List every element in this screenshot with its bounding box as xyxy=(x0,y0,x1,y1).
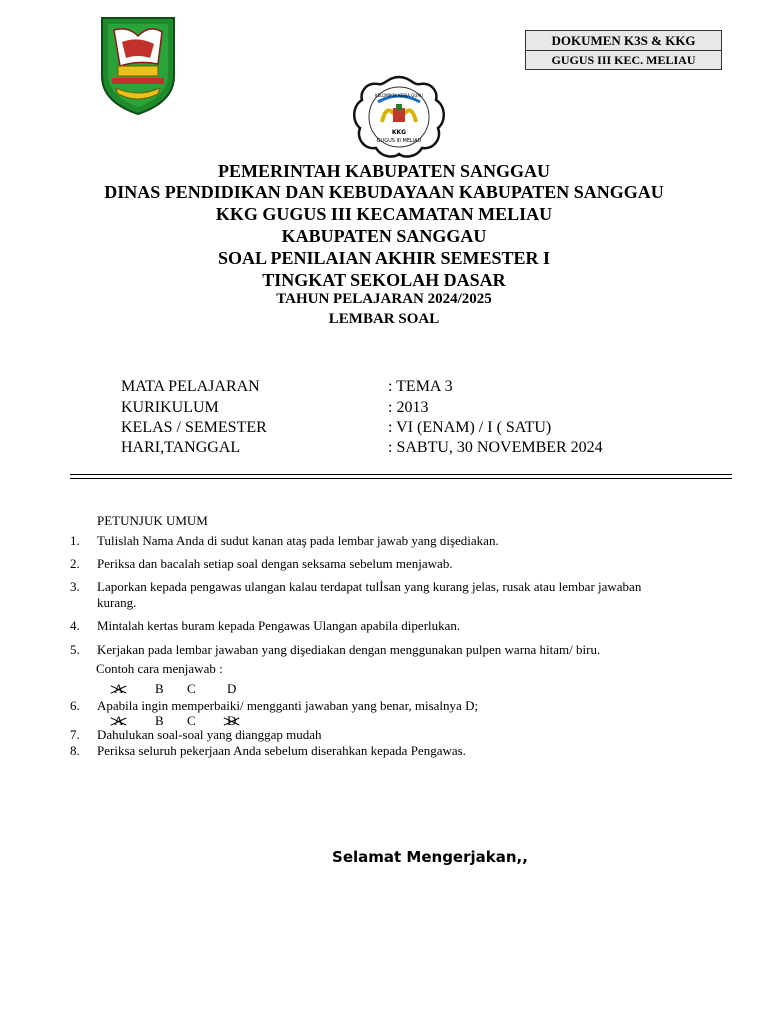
document-code-line2: GUGUS III KEC. MELIAU xyxy=(526,51,721,69)
item-number: 1. xyxy=(70,533,80,548)
choice-crossed: D xyxy=(227,713,237,728)
item-text: Tulislah Nama Anda di sudut kanan ataş pada lembar jawab yang dişediakan. xyxy=(97,533,499,548)
choice: B xyxy=(155,681,164,696)
example-choices xyxy=(0,681,768,697)
header-line-1: PEMERINTAH KABUPATEN SANGGAU xyxy=(217,161,550,181)
item-number: 7. xyxy=(70,727,80,742)
header-line-7: TAHUN PELAJARAN 2024/2025 xyxy=(276,291,492,307)
choice: C xyxy=(187,681,196,696)
item-text: Apabila ingin memperbaiki/ mengganti jawaban yang benar, misalnya D; xyxy=(97,698,479,713)
info-value: : VI (ENAM) / I ( SATU) xyxy=(388,419,552,436)
info-value: : TEMA 3 xyxy=(388,378,453,395)
info-label: KURIKULUM xyxy=(121,399,219,416)
closing-message: Selamat Mengerjakan,, xyxy=(332,848,528,866)
kkg-logo-mid-text: KKG xyxy=(391,129,407,136)
item-text: Laporkan kepada pengawas ulangan kalau terdapat tulİsan yang kurang jelas, rusak atau lembar jawaban xyxy=(97,579,642,594)
kkg-logo-bottom-text: GUGUS III MELIAU xyxy=(376,138,422,144)
info-label: KELAS / SEMESTER xyxy=(121,419,267,436)
document-code-line1: DOKUMEN K3S & KKG xyxy=(526,31,721,51)
item-number: 2. xyxy=(70,556,80,571)
kkg-logo-top-text: KELOMPOK KERJA GURU xyxy=(374,93,424,98)
kkg-logo xyxy=(348,74,450,160)
divider-line xyxy=(70,478,732,479)
example-label: Contoh cara menjawab : xyxy=(96,661,223,676)
item-text: Periksa seluruh pekerjaan Anda sebelum diserahkan kepada Pengawas. xyxy=(97,743,466,758)
info-label: HARI,TANGGAL xyxy=(121,439,241,456)
item-text-continued: kurang. xyxy=(97,595,137,610)
item-number: 6. xyxy=(70,698,80,713)
header-line-2: DINAS PENDIDIKAN DAN KEBUDAYAAN KABUPATEN SANGGAU xyxy=(104,182,664,202)
document-code-box xyxy=(525,30,722,70)
item-number: 3. xyxy=(70,579,80,594)
item-text: Dahulukan soal-soal yang dianggap mudah xyxy=(97,727,322,742)
info-value: : SABTU, 30 NOVEMBER 2024 xyxy=(388,439,603,456)
choice: C xyxy=(187,713,196,728)
instructions-title: PETUNJUK UMUM xyxy=(97,513,208,528)
header-line-4: KABUPATEN SANGGAU xyxy=(281,226,487,246)
header-line-8: LEMBAR SOAL xyxy=(328,311,440,327)
choice-crossed: A xyxy=(114,713,124,728)
regency-crest-logo xyxy=(98,14,178,116)
header-line-5: SOAL PENILAIAN AKHIR SEMESTER I xyxy=(217,248,551,268)
header-line-3: KKG GUGUS III KECAMATAN MELIAU xyxy=(215,204,553,224)
divider-line xyxy=(70,474,732,475)
header-line-6: TINGKAT SEKOLAH DASAR xyxy=(262,270,506,290)
item-text: Kerjakan pada lembar jawaban yang dişediakan dengan menggunakan pulpen warna hitam/ biru. xyxy=(97,642,601,657)
info-value: : 2013 xyxy=(388,399,429,416)
item-number: 5. xyxy=(70,642,80,657)
choice: B xyxy=(155,713,164,728)
item-text: Periksa dan bacalah setiap soal dengan seksama sebelum menjawab. xyxy=(97,556,453,571)
choice: D xyxy=(227,681,237,696)
item-number: 8. xyxy=(70,743,80,758)
item-number: 4. xyxy=(70,618,80,633)
choice-crossed: A xyxy=(114,681,124,696)
item-text: Mintalah kertas buram kepada Pengawas Ulangan apabila diperlukan. xyxy=(97,618,461,633)
info-label: MATA PELAJARAN xyxy=(121,378,260,395)
